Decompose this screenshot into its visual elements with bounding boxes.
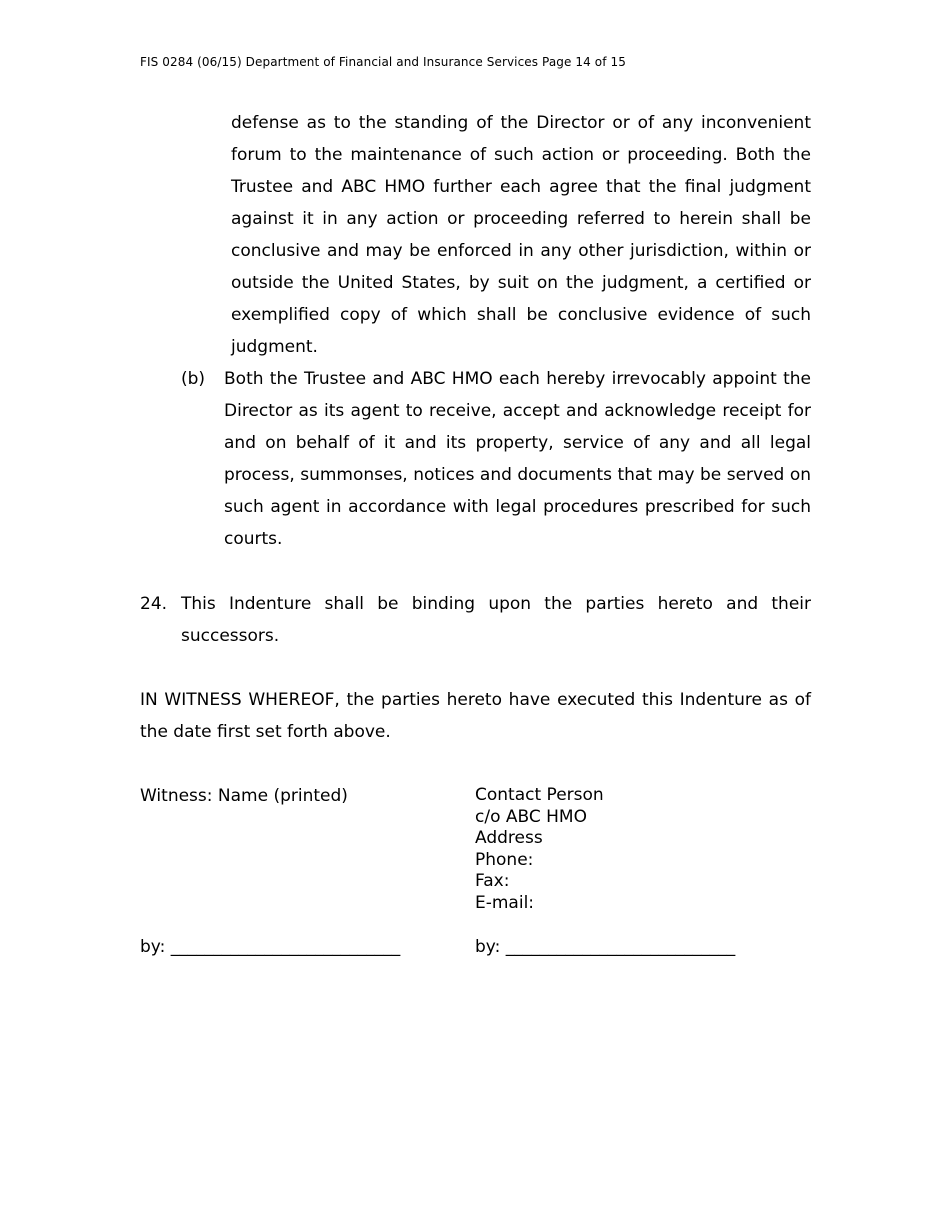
contact-org-line: c/o ABC HMO	[475, 806, 587, 827]
left-signature-line: by: ___________________________	[140, 937, 401, 957]
item-24-text: This Indenture shall be binding upon the parties hereto and their successors.	[181, 594, 811, 646]
contact-address-line: Address	[475, 828, 543, 849]
witness-clause: IN WITNESS WHEREOF, the parties hereto have executed this Indenture as of the date first set forth above.	[140, 690, 811, 742]
right-signature-line: by: ___________________________	[475, 937, 736, 957]
continuation-paragraph: defense as to the standing of the Director or of any inconvenient forum to the maintenance of such action or proceeding. Both the Trustee and ABC HMO further each agree that the final judgment against it in any action or proceeding referred to herein shall be conclusive and may be enforced in any other jurisdiction, within or outside the United States, by suit on the judgment, a certified or exemplified copy of which shall be conclusive evidence of such judgment.	[231, 113, 811, 357]
contact-email-line: E-mail:	[475, 892, 535, 913]
contact-block	[475, 785, 604, 915]
page-header: FIS 0284 (06/15) Department of Financial and Insurance Services Page 14 of 15	[140, 55, 626, 69]
item-24-label: 24.	[140, 594, 168, 614]
witness-name-label: Witness: Name (printed)	[140, 786, 348, 806]
contact-fax-line: Fax:	[475, 871, 510, 892]
contact-phone-line: Phone:	[475, 849, 534, 870]
contact-person-line: Contact Person	[475, 785, 604, 805]
item-b-text: Both the Trustee and ABC HMO each hereby irrevocably appoint the Director as its agent to receive, accept and acknowledge receipt for and on behalf of it and its property, service of any and all legal process, summonses, notices and documents that may be served on such agent in accordance with legal procedures prescribed for such courts.	[224, 369, 811, 549]
item-b-label: (b)	[181, 369, 206, 389]
